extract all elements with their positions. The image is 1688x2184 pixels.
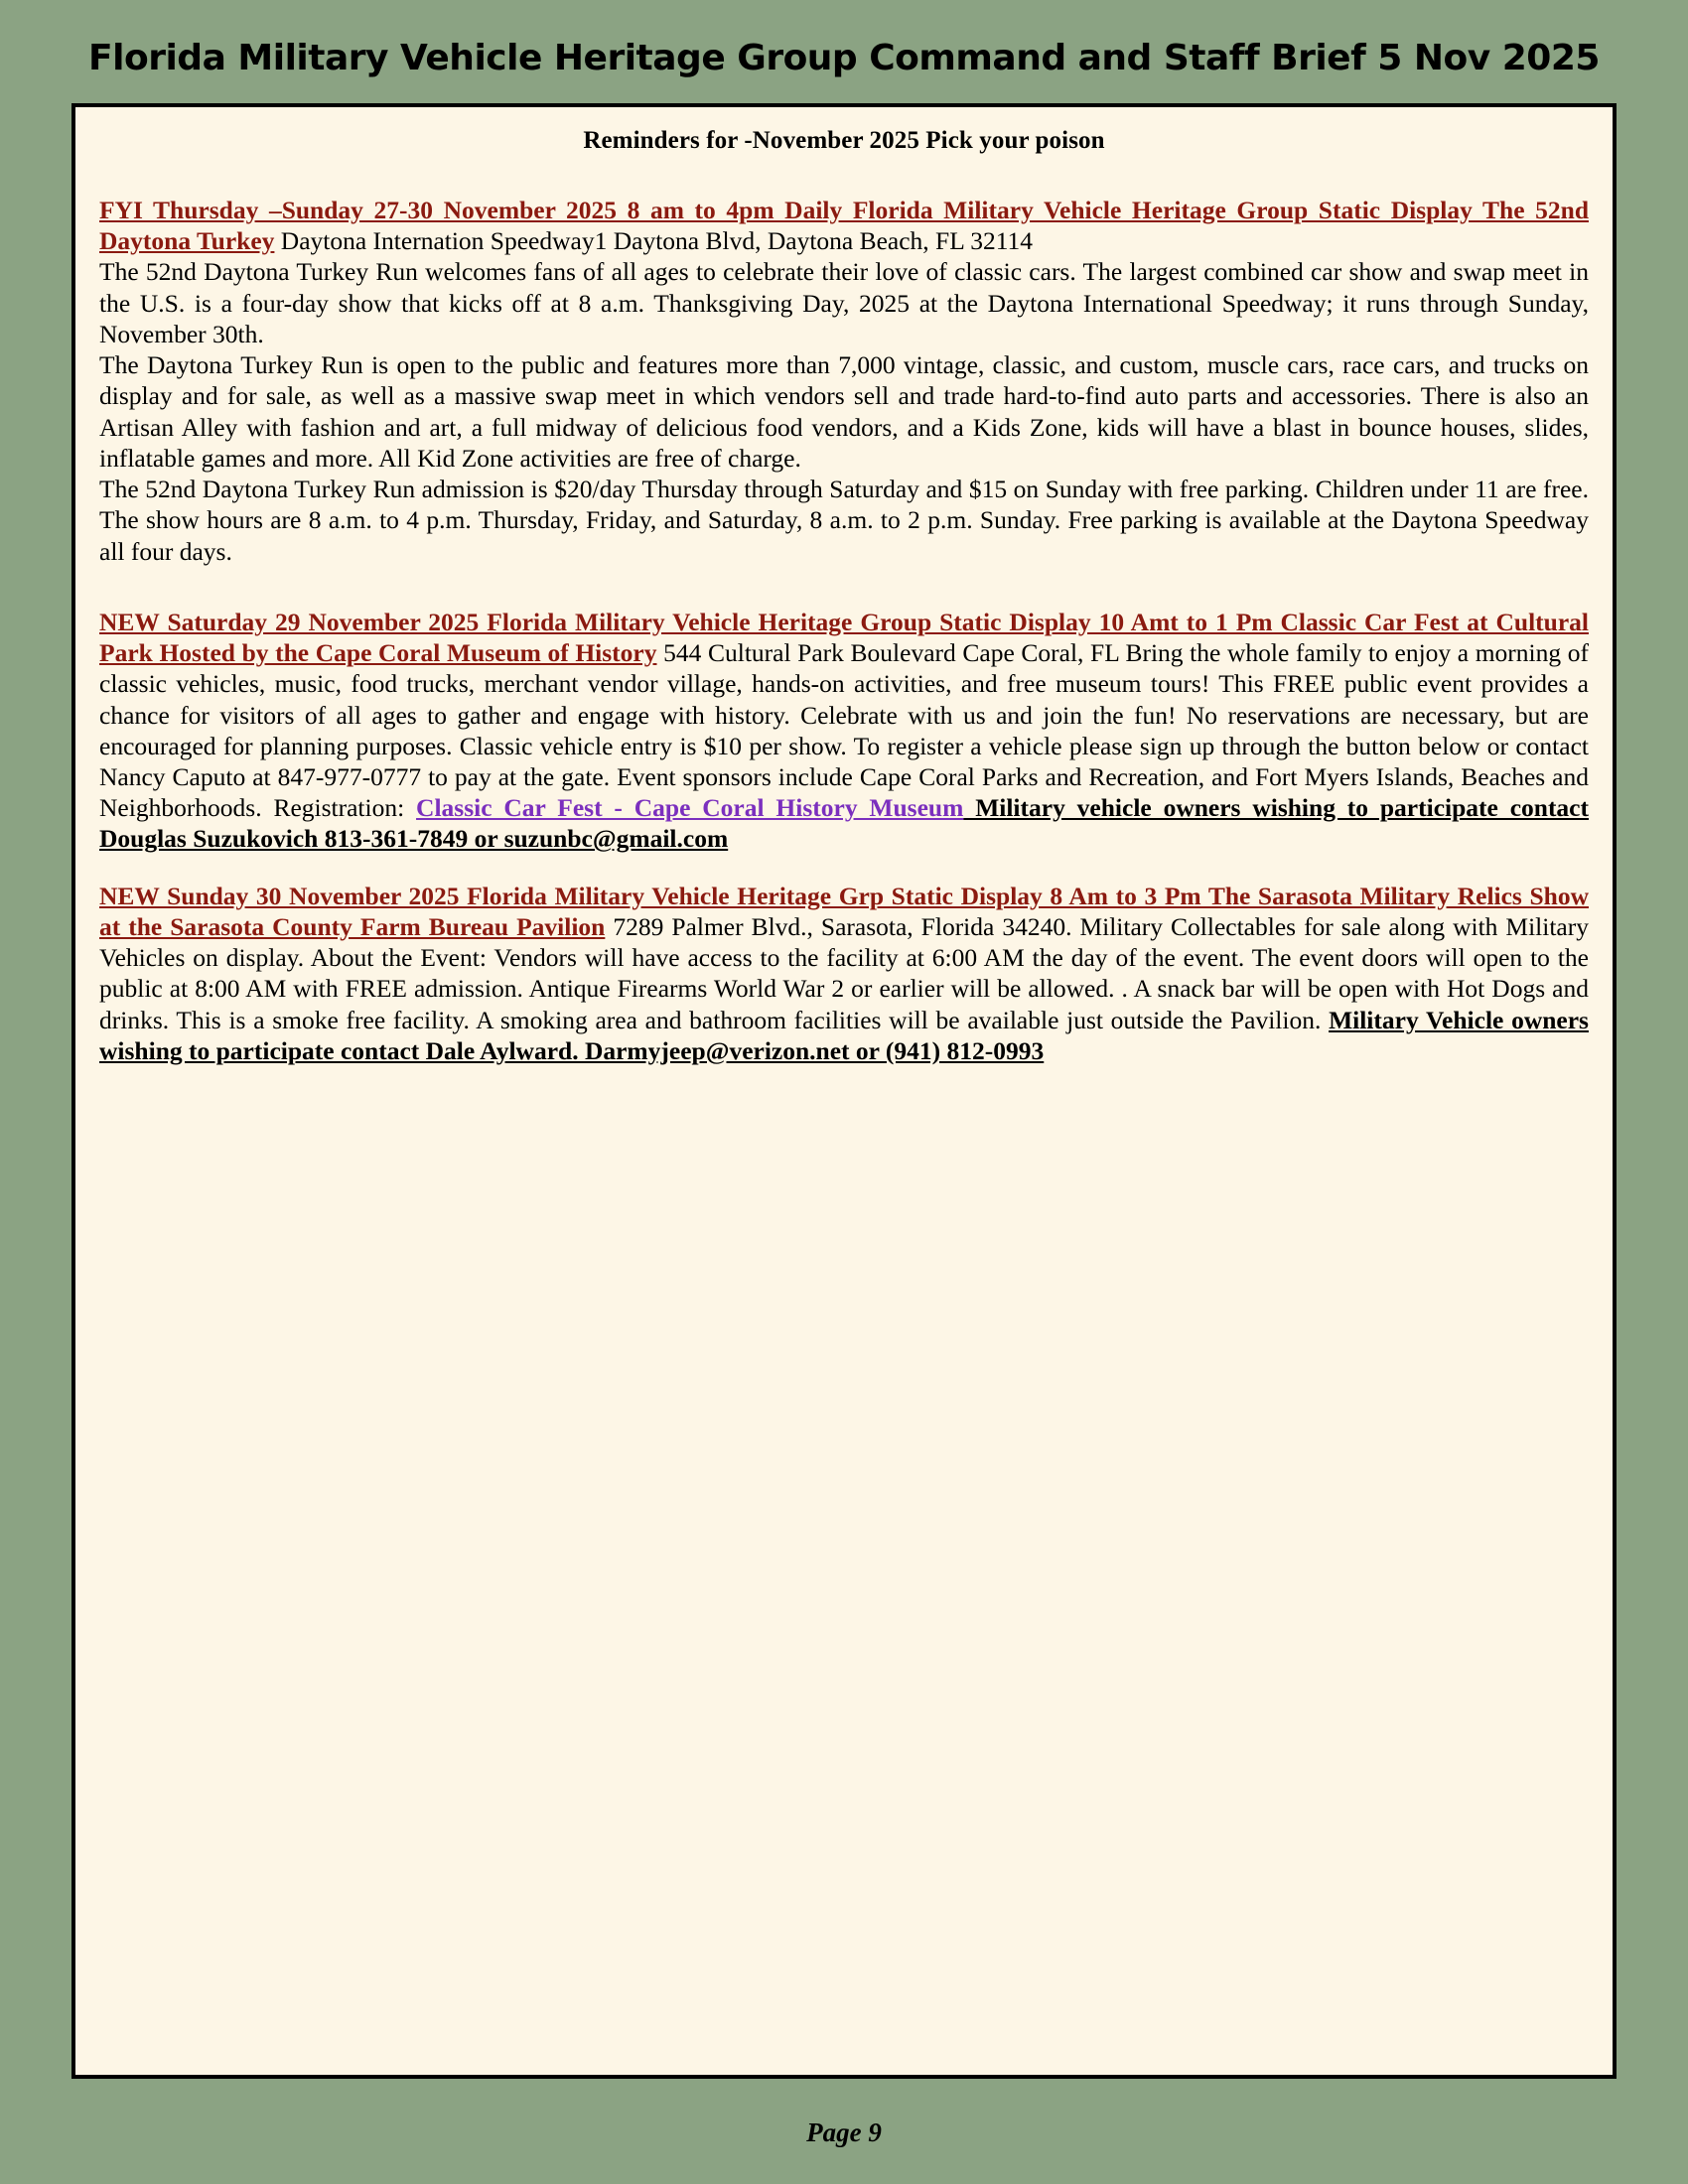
entry-body: 544 Cultural Park Boulevard Cape Coral, FL Bring the whole family to enjoy a morning of classic vehicles, music, food trucks, merchant vendor village, hands-on activities, and free museum tours! This FREE public event provides a chance for visitors of all ages to gather and engage with history. Celebrate with us and join the fun! No reservations are necessary, but are encouraged for planning purposes. Classic vehicle entry is $10 per show. To register a vehicle please sign up through the button below or contact Nancy Caputo at 847-977-0777 to pay at the gate. Event sponsors include Cape Coral Parks and Recreation, and Fort Myers Islands, Beaches and Neighborhoods. Registration: [99,638,1589,823]
entry-daytona-turkey-run [99,195,1589,567]
entry-contact: Military Vehicle owners wishing to participate contact Dale Aylward. Darmyjeep@verizon.net or (941) 812-0993 [99,1005,1589,1065]
entry-heading: FYI Thursday –Sunday 27-30 November 2025 8 am to 4pm Daily Florida Military Vehicle Heritage Group Static Display The 52nd Daytona Turkey [99,196,1589,256]
page-number: Page 9 [806,2117,882,2147]
entry-contact: Military vehicle owners wishing to participate contact Douglas Suzukovich 813-361-7849 or suzunbc@gmail.com [99,793,1589,854]
entry-classic-car-fest [99,607,1589,855]
entry-sarasota-military-relics [99,881,1589,1066]
entry-body: 7289 Palmer Blvd., Sarasota, Florida 34240. Military Collectables for sale along with Military Vehicles on display. About the Event: Vendors will have access to the facility at 6:00 AM the day of the event. The event doors will open to the public at 8:00 AM with FREE admission. Antique Firearms World War 2 or earlier will be allowed. . A snack bar will be open with Hot Dogs and drinks. This is a smoke free facility. A smoking area and bathroom facilities will be available just outside the Pavilion. [99,911,1589,1034]
entry-lead: Daytona Internation Speedway1 Daytona Blvd, Daytona Beach, FL 32114 [274,226,1034,256]
reminders-heading: Reminders for -November 2025 Pick your poison [583,127,1105,154]
entry-heading: NEW Sunday 30 November 2025 Florida Military Vehicle Heritage Grp Static Display 8 Am to 3 Pm The Sarasota Military Relics Show at the Sarasota County Farm Bureau Pavilion [99,881,1589,941]
page-title: Florida Military Vehicle Heritage Group Command and Staff Brief 5 Nov 2025 [88,38,1600,78]
entry-heading: NEW Saturday 29 November 2025 Florida Military Vehicle Heritage Group Static Display 10 Amt to 1 Pm Classic Car Fest at Cultural Park Hosted by the Cape Coral Museum of History [99,607,1589,668]
entry-paragraph: The 52nd Daytona Turkey Run admission is $20/day Thursday through Saturday and $15 on Sunday with free parking. Children under 11 are free. The show hours are 8 a.m. to 4 p.m. Thursday, Friday, and Saturday, 8 a.m. to 2 p.m. Sunday. Free parking is available at the Daytona Speedway all four days. [99,475,1589,566]
classic-car-fest-link[interactable]: Classic Car Fest - Cape Coral History Museum [416,793,964,823]
entry-paragraph: The Daytona Turkey Run is open to the public and features more than 7,000 vintage, classic, and custom, muscle cars, race cars, and trucks on display and for sale, as well as a massive swap meet in which vendors sell and trade hard-to-find auto parts and accessories. There is also an Artisan Alley with fashion and art, a full midway of delicious food vendors, and a Kids Zone, kids will have a blast in bounce houses, slides, inflatable games and more. All Kid Zone activities are free of charge. [99,350,1589,473]
entry-paragraph: The 52nd Daytona Turkey Run welcomes fans of all ages to celebrate their love of classic cars. The largest combined car show and swap meet in the U.S. is a four-day show that kicks off at 8 a.m. Thanksgiving Day, 2025 at the Daytona International Speedway; it runs through Sunday, November 30th. [99,257,1589,348]
document-body-frame [71,103,1617,2079]
